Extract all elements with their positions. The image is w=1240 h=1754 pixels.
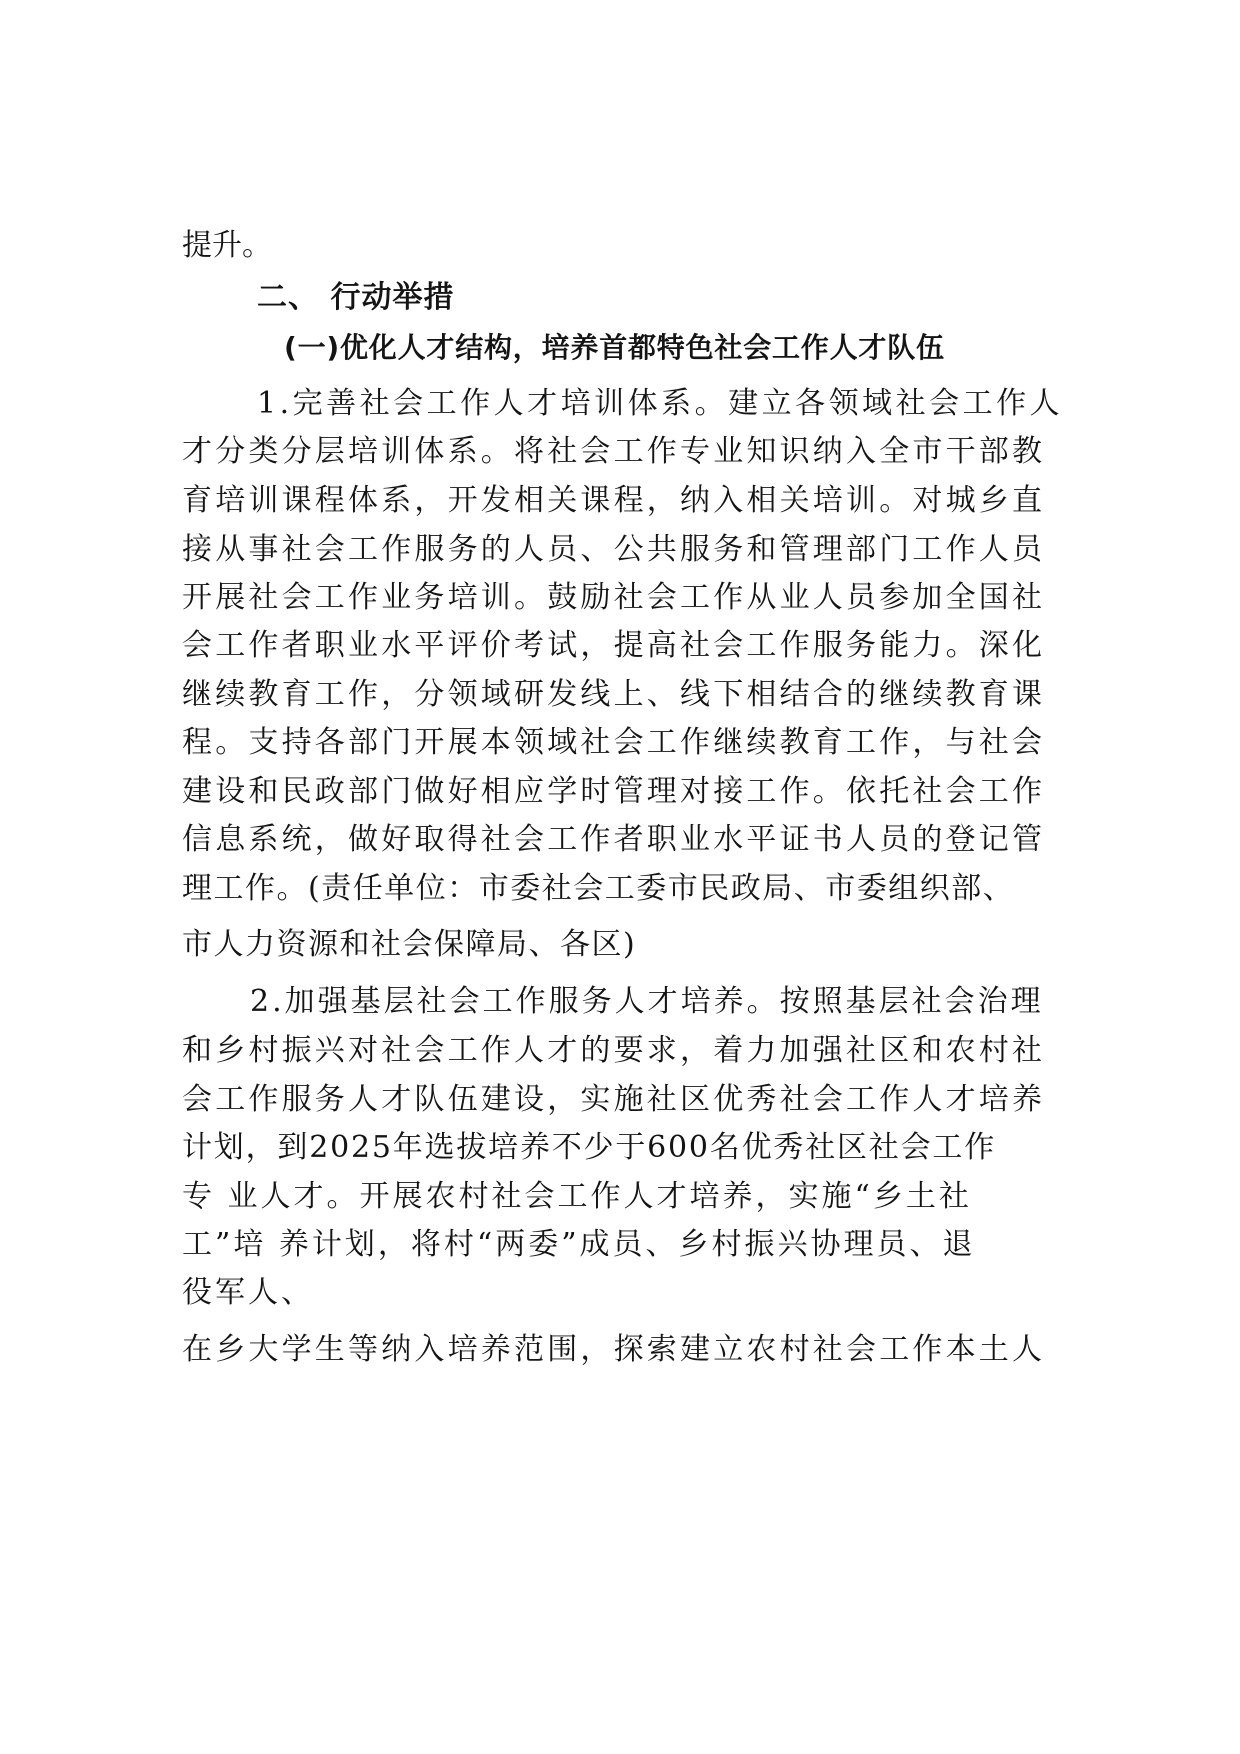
paragraph-line: 市人力资源和社会保障局、各区) — [182, 927, 637, 962]
subsection-heading: (一)优化人才结构，培养首都特色社会工作人才队伍 — [284, 331, 945, 364]
paragraph-line: 1.完善社会工作人才培训体系。建立各领域社会工作人 — [257, 386, 1064, 421]
text-line: 提升。 — [182, 228, 272, 263]
paragraph-line: 建设和民政部门做好相应学时管理对接工作。依托社会工作 — [182, 774, 1046, 809]
paragraph-line: 开展社会工作业务培训。鼓励社会工作从业人员参加全国社 — [182, 580, 1046, 615]
paragraph-line: 工”培 养计划，将村“两委”成员、乡村振兴协理员、退 — [182, 1227, 976, 1262]
paragraph-line: 计划，到2025年选拔培养不少于600名优秀社区社会工作 — [182, 1130, 997, 1165]
paragraph-line: 在乡大学生等纳入培养范围，探索建立农村社会工作本土人 — [182, 1332, 1046, 1367]
paragraph-line: 育培训课程体系，开发相关课程，纳入相关培训。对城乡直 — [182, 483, 1046, 518]
paragraph-line: 接从事社会工作服务的人员、公共服务和管理部门工作人员 — [182, 532, 1046, 567]
paragraph-line: 会工作者职业水平评价考试，提高社会工作服务能力。深化 — [182, 628, 1046, 663]
paragraph-line: 役军人、 — [182, 1275, 314, 1310]
paragraph-line: 程。支持各部门开展本领域社会工作继续教育工作，与社会 — [182, 725, 1046, 760]
paragraph-line: 继续教育工作，分领域研发线上、线下相结合的继续教育课 — [182, 677, 1046, 712]
paragraph-line: 理工作。(责任单位：市委社会工委市民政局、市委组织部、 — [182, 871, 1015, 906]
paragraph-line: 专 业人才。开展农村社会工作人才培养，实施“乡土社 — [182, 1179, 972, 1214]
paragraph-line: 会工作服务人才队伍建设，实施社区优秀社会工作人才培养 — [182, 1082, 1046, 1117]
paragraph-line: 和乡村振兴对社会工作人才的要求，着力加强社区和农村社 — [182, 1033, 1046, 1068]
paragraph-line: 2.加强基层社会工作服务人才培养。按照基层社会治理 — [250, 984, 1044, 1019]
paragraph-line: 才分类分层培训体系。将社会工作专业知识纳入全市干部教 — [182, 434, 1046, 469]
paragraph-line: 信息系统，做好取得社会工作者职业水平证书人员的登记管 — [182, 822, 1046, 857]
section-heading: 二、 行动举措 — [257, 280, 455, 315]
